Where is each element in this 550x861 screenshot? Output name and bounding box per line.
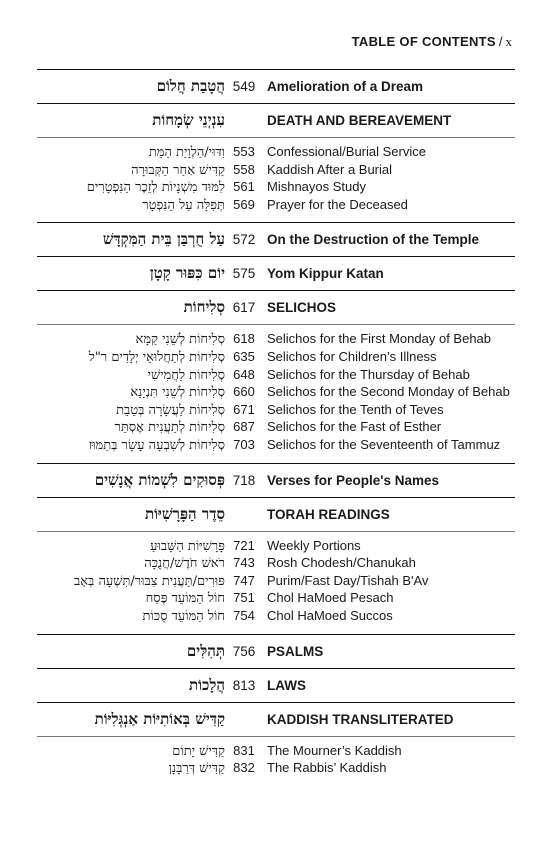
page-number: 572 (232, 232, 256, 248)
hebrew-title: סְלִיחוֹת לְתַחֲלוּאֵי יְלָדִים ר"ל (88, 349, 225, 365)
toc-sub-entry[interactable] (37, 538, 515, 556)
english-title: TORAH READINGS (267, 506, 390, 522)
hebrew-title: עִנְיְנֵי שְׂמָחוֹת (152, 111, 225, 129)
sub-entries (37, 324, 515, 462)
english-title: Kaddish After a Burial (267, 161, 393, 177)
toc-sub-entry[interactable] (37, 419, 515, 437)
toc-entry[interactable] (37, 291, 515, 324)
page-number: 549 (232, 79, 256, 94)
toc-section (37, 69, 515, 103)
hebrew-title: סְלִיחוֹת (183, 298, 225, 317)
hebrew-title: סְלִיחוֹת לְתַעֲנִית אֶסְתֵּר (114, 420, 225, 436)
toc-entry[interactable] (37, 257, 515, 290)
toc-sub-entry[interactable] (37, 162, 515, 180)
english-title: The Mourner’s Kaddish (267, 742, 402, 758)
toc-section (37, 290, 515, 462)
hebrew-title: חוֹל הַמּוֹעֵד סֻכּוֹת (142, 608, 225, 624)
english-title: Purim/Fast Day/Tishah B'Av (267, 572, 429, 588)
page-number: 743 (233, 555, 255, 571)
english-title: Selichos for the Second Monday of Behab (267, 384, 510, 400)
toc-section (37, 634, 515, 668)
page-number: 832 (233, 760, 255, 776)
toc-sub-entry[interactable] (37, 144, 515, 162)
page-number: 648 (233, 366, 255, 382)
hebrew-title: סֵדֶר הַפָּרָשִׁיּוֹת (144, 504, 225, 523)
sub-entries (37, 531, 515, 634)
english-title: PSALMS (267, 643, 324, 659)
toc-sub-entry[interactable] (37, 367, 515, 385)
toc-section (37, 256, 515, 290)
hebrew-title: עַל חֻרְבַּן בֵּית הַמִּקְדָּשׁ (102, 230, 225, 249)
toc-sub-entry[interactable] (37, 590, 515, 608)
page-number: 635 (233, 348, 255, 364)
header-separator: / (498, 34, 503, 49)
english-title: Rosh Chodesh/Chanukah (267, 555, 416, 571)
toc-sub-entry[interactable] (37, 402, 515, 420)
english-title: Chol HaMoed Succos (267, 607, 393, 623)
toc-sub-entry[interactable] (37, 437, 515, 455)
english-title: KADDISH TRANSLITERATED (267, 711, 454, 727)
english-title: Prayer for the Deceased (267, 196, 408, 212)
hebrew-title: וִדּוּי/הַלְוָיַת הַמֵּת (148, 145, 225, 160)
toc-section (37, 702, 515, 786)
page-header (352, 34, 512, 50)
table-of-contents (37, 69, 515, 786)
toc-sub-entry[interactable] (37, 331, 515, 349)
hebrew-title: יוֹם כִּפּוּר קָטָן (149, 264, 225, 283)
page-number: 660 (233, 384, 255, 400)
hebrew-title: קַדִּישׁ בְּאוֹתִיּוֹת אַנְגְּלִיּוֹת (94, 709, 225, 728)
hebrew-title: קַדִּישׁ אַחַר הַקְּבוּרָה (131, 162, 225, 178)
section-heading (37, 104, 515, 137)
page-number: 569 (233, 196, 255, 212)
page-number: 813 (232, 677, 256, 693)
toc-sub-entry[interactable] (37, 760, 515, 778)
english-title: Selichos for Children’s Illness (267, 348, 437, 364)
english-title: Confessional/Burial Service (267, 144, 426, 159)
hebrew-title: קַדִּישׁ יָתוֹם (172, 743, 225, 759)
hebrew-title: חוֹל הַמּוֹעֵד פֶּסַח (145, 591, 225, 607)
english-title: LAWS (267, 677, 306, 693)
toc-sub-entry[interactable] (37, 349, 515, 367)
hebrew-title: הֲטָבַת חֲלוֹם (156, 77, 225, 95)
hebrew-title: סְלִיחוֹת לַחֲמִישִׁי (147, 367, 225, 383)
toc-sub-entry[interactable] (37, 384, 515, 402)
toc-sub-entry[interactable] (37, 743, 515, 761)
toc-sub-entry[interactable] (37, 573, 515, 591)
hebrew-title: סְלִיחוֹת לְשֵׁנִי תִּנְיָנָא (130, 385, 225, 401)
english-title: Selichos for the Thursday of Behab (267, 366, 470, 382)
toc-sub-entry[interactable] (37, 608, 515, 626)
page-number: 703 (233, 436, 255, 452)
sub-entries (37, 137, 515, 222)
hebrew-title: סְלִיחוֹת לְשִׁבְעָה עָשָׂר בְּתַמּוּז (88, 437, 225, 453)
toc-section (37, 497, 515, 634)
english-title: Weekly Portions (267, 537, 361, 553)
hebrew-title: הֲלָכוֹת (189, 675, 225, 694)
toc-sub-entry[interactable] (37, 555, 515, 573)
page-number: 718 (232, 472, 256, 488)
english-title: Selichos for the Seventeenth of Tammuz (267, 436, 501, 452)
page-number: 756 (232, 643, 256, 659)
page-number: 747 (233, 572, 255, 588)
section-heading (37, 703, 515, 736)
page-number: 617 (232, 300, 256, 316)
roman-page-number: x (505, 34, 512, 49)
page-number: 751 (233, 590, 255, 606)
section-heading (37, 498, 515, 531)
hebrew-title: תְּהִלִּים (186, 641, 225, 660)
page-number: 618 (233, 331, 255, 347)
hebrew-title: פָּרָשִׁיּוֹת הַשָּׁבוּעַ (150, 538, 225, 554)
page-title: TABLE OF CONTENTS (351, 34, 496, 49)
toc-entry[interactable] (37, 635, 515, 668)
page-number: 671 (233, 401, 255, 417)
sub-entries (37, 736, 515, 786)
hebrew-title: פּוּרִים/תַּעֲנִית צִבּוּר/תִּשְׁעָה בְּאָב (73, 573, 225, 589)
page-number: 558 (233, 161, 255, 177)
toc-entry[interactable] (37, 669, 515, 702)
page-number: 831 (233, 742, 255, 758)
toc-entry[interactable] (37, 464, 515, 497)
hebrew-title: קַדִּישׁ דְּרַבָּנָן (168, 761, 225, 777)
toc-sub-entry[interactable] (37, 197, 515, 215)
toc-section (37, 103, 515, 222)
english-title: Selichos for the Tenth of Teves (267, 401, 444, 417)
page-number: 553 (233, 144, 255, 159)
english-title: DEATH AND BEREAVEMENT (267, 113, 452, 128)
english-title: On the Destruction of the Temple (267, 232, 480, 248)
english-title: Chol HaMoed Pesach (267, 590, 394, 606)
english-title: Yom Kippur Katan (267, 266, 384, 282)
page-number: 721 (233, 537, 255, 553)
english-title: The Rabbis’ Kaddish (267, 760, 387, 776)
english-title: Selichos for the Fast of Esther (267, 419, 442, 435)
toc-section (37, 463, 515, 497)
english-title: SELICHOS (267, 300, 337, 316)
english-title: Selichos for the First Monday of Behab (267, 331, 492, 347)
toc-section (37, 668, 515, 702)
toc-entry[interactable] (37, 70, 515, 103)
page-number: 754 (233, 607, 255, 623)
page-number: 687 (233, 419, 255, 435)
hebrew-title: לִמּוּד מִשְׁנָיוֹת לְזֵכֶר הַנִּפְטָרִים (86, 180, 225, 196)
page-number: 561 (233, 179, 255, 195)
english-title: Mishnayos Study (267, 179, 366, 195)
toc-sub-entry[interactable] (37, 179, 515, 197)
hebrew-title: רֹאשׁ חֹדֶשׁ/חֲנֻכָּה (144, 556, 225, 572)
toc-section (37, 222, 515, 256)
hebrew-title: סְלִיחוֹת לַעֲשָׂרָה בְּטֵבֵת (116, 402, 225, 418)
english-title: Verses for People's Names (267, 472, 440, 488)
page-number: 575 (232, 266, 256, 282)
toc-entry[interactable] (37, 223, 515, 256)
hebrew-title: תְּפִלָּה עַל הַנִּפְטָר (142, 197, 225, 213)
hebrew-title: פְּסוּקִים לִשְׁמוֹת אֲנָשִׁים (94, 470, 225, 489)
english-title: Amelioration of a Dream (267, 79, 424, 94)
hebrew-title: סְלִיחוֹת לְשֵׁנִי קַמָּא (135, 332, 225, 348)
